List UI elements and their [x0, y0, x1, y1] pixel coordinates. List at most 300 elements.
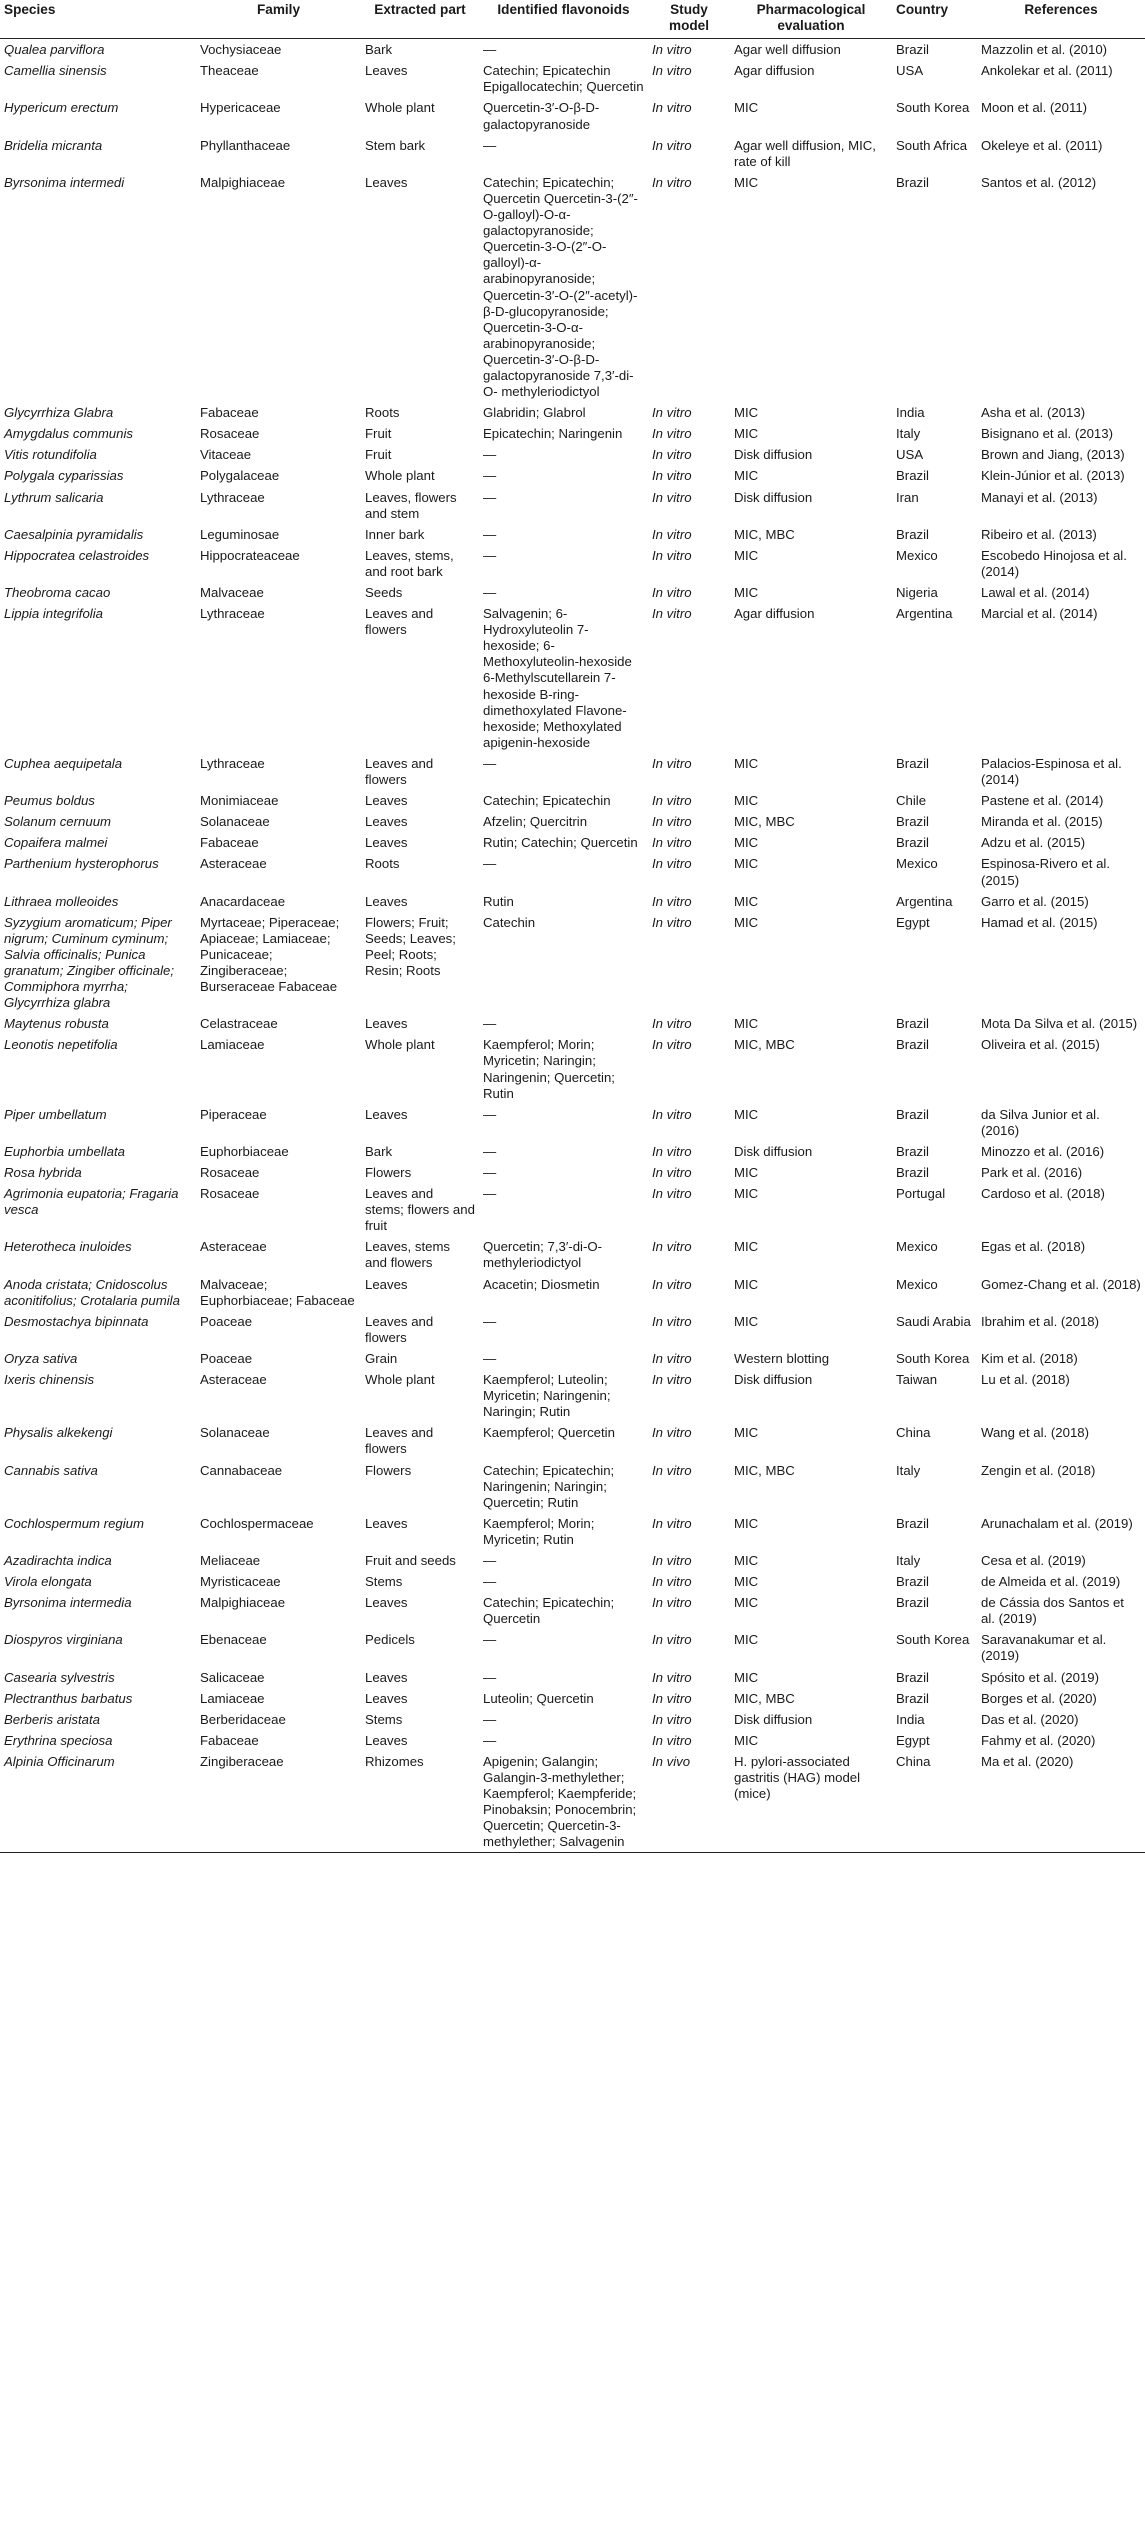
cell-reference: Ma et al. (2020)	[977, 1751, 1145, 1853]
cell-extracted-part: Roots	[365, 405, 400, 421]
cell-family: Lythraceae	[200, 755, 265, 771]
cell-species: Agrimonia eupatoria; Fragaria vesca	[4, 1186, 179, 1218]
table-row	[0, 853, 1145, 890]
cell-country: Chile	[896, 793, 927, 809]
cell-species: Byrsonima intermedi	[4, 174, 125, 190]
cell-evaluation: Disk diffusion	[734, 1372, 813, 1388]
cell-family: Salicaceae	[200, 1669, 265, 1685]
cell-reference: Ribeiro et al. (2013)	[981, 526, 1097, 542]
table-row	[0, 1162, 1145, 1183]
cell-evaluation: MIC, MBC	[734, 1690, 795, 1706]
cell-extracted-part: Bark	[365, 1143, 393, 1159]
cell-species: Maytenus robusta	[4, 1016, 109, 1032]
cell-study-model: In vitro	[652, 1350, 692, 1366]
cell-country: South Africa	[896, 137, 968, 153]
cell-family: Asteraceae	[200, 1239, 267, 1255]
cell-species: Piper umbellatum	[4, 1106, 107, 1122]
cell-reference: Hamad et al. (2015)	[981, 914, 1098, 930]
table-row	[0, 1629, 1145, 1666]
cell-country: Egypt	[896, 1732, 930, 1748]
cell-study-model: In vitro	[652, 1037, 692, 1053]
cell-evaluation: MIC	[734, 174, 759, 190]
cell-extracted-part: Stem bark	[365, 137, 426, 153]
table-row	[0, 135, 1145, 172]
cell-extracted-part: Whole plant	[365, 1372, 435, 1388]
cell-species: Peumus boldus	[4, 793, 95, 809]
cell-reference: Escobedo Hinojosa et al. (2014)	[981, 547, 1127, 579]
cell-family: Malvaceae; Euphorbiaceae; Fabaceae	[200, 1276, 355, 1308]
cell-species: Virola elongata	[4, 1574, 92, 1590]
cell-family: Polygalaceae	[200, 468, 280, 484]
table-row	[0, 790, 1145, 811]
cell-study-model: In vitro	[652, 100, 692, 116]
cell-study-model: In vitro	[652, 489, 692, 505]
table-row	[0, 545, 1145, 582]
table-row	[0, 402, 1145, 423]
cell-evaluation: MIC, MBC	[734, 526, 795, 542]
cell-extracted-part: Leaves	[365, 814, 408, 830]
cell-family: Anacardaceae	[200, 893, 286, 909]
table-row	[0, 1311, 1145, 1348]
cell-family: Meliaceae	[200, 1552, 261, 1568]
cell-family: Myristicaceae	[200, 1574, 281, 1590]
cell-reference: Cesa et al. (2019)	[981, 1552, 1086, 1568]
cell-reference: Zengin et al. (2018)	[981, 1462, 1096, 1478]
cell-flavonoids: Afzelin; Quercitrin	[483, 814, 588, 830]
cell-extracted-part: Fruit	[365, 447, 392, 463]
cell-family: Solanaceae	[200, 1425, 270, 1441]
cell-flavonoids: —	[483, 585, 497, 600]
cell-family: Poaceae	[200, 1350, 253, 1366]
cell-study-model: In vitro	[652, 1313, 692, 1329]
cell-family: Fabaceae	[200, 835, 259, 851]
cell-family: Malpighiaceae	[200, 1595, 286, 1611]
table-row	[0, 1513, 1145, 1550]
cell-reference: Das et al. (2020)	[981, 1711, 1079, 1727]
cell-country: Brazil	[896, 174, 929, 190]
table-row	[0, 1274, 1145, 1311]
header-country: Country	[892, 0, 977, 39]
cell-extracted-part: Stems	[365, 1574, 403, 1590]
cell-flavonoids: —	[483, 1165, 497, 1180]
cell-reference: Park et al. (2016)	[981, 1165, 1083, 1180]
cell-extracted-part: Leaves	[365, 1732, 408, 1748]
cell-country: Brazil	[896, 835, 929, 851]
header-family: Family	[196, 0, 361, 39]
cell-family: Ebenaceae	[200, 1632, 267, 1648]
cell-species: Vitis rotundifolia	[4, 447, 97, 463]
cell-flavonoids: —	[483, 526, 497, 542]
cell-extracted-part: Grain	[365, 1350, 398, 1366]
cell-extracted-part: Stems	[365, 1711, 403, 1727]
cell-flavonoids: —	[483, 1632, 497, 1648]
cell-flavonoids: —	[483, 1016, 497, 1032]
cell-evaluation: MIC	[734, 547, 759, 563]
cell-evaluation: MIC, MBC	[734, 1462, 795, 1478]
cell-evaluation: MIC	[734, 1669, 759, 1685]
cell-evaluation: Agar well diffusion	[734, 42, 841, 58]
cell-species: Cuphea aequipetala	[4, 755, 123, 771]
cell-species: Hypericum erectum	[4, 100, 119, 116]
cell-extracted-part: Leaves, stems, and root bark	[365, 547, 454, 579]
cell-extracted-part: Whole plant	[365, 468, 435, 484]
cell-family: Poaceae	[200, 1313, 253, 1329]
cell-country: Nigeria	[896, 585, 938, 600]
cell-family: Rosaceae	[200, 426, 260, 442]
cell-study-model: In vitro	[652, 1372, 692, 1388]
cell-evaluation: MIC	[734, 914, 759, 930]
cell-species: Theobroma cacao	[4, 585, 111, 600]
cell-species: Polygala cyparissias	[4, 468, 124, 484]
cell-species: Bridelia micranta	[4, 137, 103, 153]
cell-species: Lithraea molleoides	[4, 893, 119, 909]
cell-evaluation: MIC	[734, 1574, 759, 1590]
cell-reference: de Cássia dos Santos et al. (2019)	[981, 1595, 1124, 1627]
cell-country: Brazil	[896, 1106, 929, 1122]
cell-country: Mexico	[896, 856, 938, 872]
cell-country: Brazil	[896, 1595, 929, 1611]
cell-study-model: In vitro	[652, 1711, 692, 1727]
cell-reference: Mota Da Silva et al. (2015)	[981, 1016, 1138, 1032]
cell-reference: Kim et al. (2018)	[981, 1350, 1078, 1366]
table-row	[0, 423, 1145, 444]
table-row	[0, 1592, 1145, 1629]
cell-species: Byrsonima intermedia	[4, 1595, 132, 1611]
cell-extracted-part: Flowers; Fruit; Seeds; Leaves; Peel; Roots; Resin; Roots	[365, 914, 456, 978]
cell-species: Diospyros virginiana	[4, 1632, 123, 1648]
cell-reference: Santos et al. (2012)	[981, 174, 1097, 190]
cell-extracted-part: Seeds	[365, 585, 403, 600]
cell-reference: Saravanakumar et al. (2019)	[981, 1632, 1107, 1664]
cell-study-model: In vitro	[652, 1732, 692, 1748]
cell-species: Parthenium hysterophorus	[4, 856, 159, 872]
cell-reference: Egas et al. (2018)	[981, 1239, 1086, 1255]
cell-flavonoids: Kaempferol; Morin; Myricetin; Naringin; Naringenin; Quercetin; Rutin	[483, 1037, 615, 1101]
cell-evaluation: MIC	[734, 1632, 759, 1648]
cell-country: Brazil	[896, 755, 929, 771]
cell-family: Phyllanthaceae	[200, 137, 291, 153]
cell-species: Azadirachta indica	[4, 1552, 112, 1568]
cell-country: Brazil	[896, 1690, 929, 1706]
cell-study-model: In vitro	[652, 468, 692, 484]
table-row	[0, 172, 1145, 402]
cell-flavonoids: Kaempferol; Quercetin	[483, 1425, 615, 1441]
table-row	[0, 582, 1145, 603]
cell-extracted-part: Leaves and flowers	[365, 755, 434, 788]
cell-family: Malvaceae	[200, 585, 264, 600]
cell-study-model: In vitro	[652, 1106, 692, 1122]
cell-country: Mexico	[896, 547, 938, 563]
cell-flavonoids: Epicatechin; Naringenin	[483, 426, 623, 442]
cell-species: Berberis aristata	[4, 1711, 101, 1727]
cell-evaluation: MIC, MBC	[734, 814, 795, 830]
cell-flavonoids: Catechin; Epicatechin	[483, 793, 611, 809]
cell-evaluation: MIC	[734, 1186, 759, 1202]
cell-evaluation: MIC	[734, 1595, 759, 1611]
cell-study-model: In vitro	[652, 426, 692, 442]
cell-study-model: In vitro	[652, 1239, 692, 1255]
header-study-model: Study model	[648, 0, 730, 39]
cell-country: Italy	[896, 426, 921, 442]
cell-reference: Pastene et al. (2014)	[981, 793, 1104, 809]
table-row	[0, 891, 1145, 912]
table-row	[0, 1013, 1145, 1034]
cell-evaluation: Agar well diffusion, MIC, rate of kill	[734, 137, 876, 169]
cell-study-model: In vitro	[652, 1574, 692, 1590]
cell-country: Argentina	[896, 606, 953, 622]
cell-species: Desmostachya bipinnata	[4, 1313, 149, 1329]
cell-extracted-part: Leaves and flowers	[365, 606, 434, 638]
cell-flavonoids: —	[483, 1313, 497, 1329]
table-row	[0, 97, 1145, 134]
cell-country: Brazil	[896, 1515, 929, 1531]
header-pharmacological-evaluation: Pharmacological evaluation	[730, 0, 892, 39]
table-row	[0, 487, 1145, 524]
cell-country: Brazil	[896, 1037, 929, 1053]
cell-study-model: In vitro	[652, 835, 692, 851]
header-extracted-part: Extracted part	[361, 0, 479, 39]
cell-country: Mexico	[896, 1276, 938, 1292]
cell-evaluation: MIC	[734, 1732, 759, 1748]
cell-family: Euphorbiaceae	[200, 1143, 289, 1159]
cell-species: Cannabis sativa	[4, 1462, 98, 1478]
table-row	[0, 912, 1145, 1014]
cell-country: India	[896, 405, 925, 421]
cell-study-model: In vitro	[652, 1690, 692, 1706]
cell-evaluation: Disk diffusion	[734, 1143, 813, 1159]
cell-study-model: In vitro	[652, 42, 692, 58]
cell-study-model: In vitro	[652, 914, 692, 930]
table-row	[0, 1141, 1145, 1162]
cell-flavonoids: —	[483, 547, 497, 563]
cell-flavonoids: —	[483, 1350, 497, 1366]
cell-extracted-part: Leaves	[365, 793, 408, 809]
cell-family: Cannabaceae	[200, 1462, 283, 1478]
cell-extracted-part: Leaves, flowers and stem	[365, 489, 457, 521]
cell-extracted-part: Rhizomes	[361, 1751, 479, 1853]
cell-reference: Manayi et al. (2013)	[981, 489, 1098, 505]
cell-evaluation: MIC	[734, 793, 759, 809]
cell-evaluation: H. pylori-associated gastritis (HAG) model (mice)	[730, 1751, 892, 1853]
cell-study-model: In vitro	[652, 856, 692, 872]
cell-study-model: In vitro	[652, 1186, 692, 1202]
cell-study-model: In vitro	[652, 1632, 692, 1648]
cell-flavonoids: Catechin	[483, 914, 536, 930]
cell-study-model: In vitro	[652, 1669, 692, 1685]
cell-species: Leonotis nepetifolia	[4, 1037, 118, 1053]
cell-evaluation: MIC	[734, 856, 759, 872]
cell-extracted-part: Leaves, stems and flowers	[365, 1239, 451, 1271]
cell-country: Iran	[896, 489, 919, 505]
cell-study-model: In vitro	[652, 1552, 692, 1568]
cell-extracted-part: Bark	[365, 42, 393, 58]
cell-flavonoids: Rutin; Catechin; Quercetin	[483, 835, 638, 851]
cell-reference: Lawal et al. (2014)	[981, 585, 1090, 600]
cell-family: Lamiaceae	[200, 1690, 265, 1706]
cell-species: Erythrina speciosa	[4, 1732, 113, 1748]
cell-species: Anoda cristata; Cnidoscolus aconitifolius; Crotalaria pumila	[4, 1276, 180, 1308]
cell-country: Brazil	[896, 468, 929, 484]
cell-evaluation: Agar diffusion	[734, 606, 815, 622]
cell-evaluation: MIC	[734, 468, 759, 484]
cell-reference: Ibrahim et al. (2018)	[981, 1313, 1100, 1329]
cell-study-model: In vitro	[652, 174, 692, 190]
cell-flavonoids: Apigenin; Galangin; Galangin-3-methylether; Kaempferol; Kaempferide; Pinobaksin; Ponocembrin; Quercetin; Quercetin-3-methylether; Salvagenin	[479, 1751, 648, 1853]
cell-extracted-part: Leaves	[365, 1016, 408, 1032]
cell-family: Vitaceae	[200, 447, 252, 463]
cell-study-model: In vitro	[652, 447, 692, 463]
cell-extracted-part: Whole plant	[365, 1037, 435, 1053]
cell-study-model: In vitro	[652, 1515, 692, 1531]
cell-study-model: In vitro	[652, 585, 692, 600]
cell-reference: Palacios-Espinosa et al. (2014)	[981, 755, 1122, 788]
cell-family: Cochlospermaceae	[200, 1515, 314, 1531]
cell-species: Solanum cernuum	[4, 814, 112, 830]
cell-reference: Cardoso et al. (2018)	[981, 1186, 1105, 1202]
cell-study-model: In vitro	[652, 1595, 692, 1611]
cell-flavonoids: —	[483, 1106, 497, 1122]
cell-family: Myrtaceae; Piperaceae; Apiaceae; Lamiaceae; Punicaceae; Zingiberaceae; Burseraceae Fabaceae	[200, 914, 340, 995]
cell-evaluation: MIC	[734, 1016, 759, 1032]
cell-species: Oryza sativa	[4, 1350, 78, 1366]
cell-reference: Okeleye et al. (2011)	[981, 137, 1103, 153]
cell-country: China	[896, 1425, 931, 1441]
cell-flavonoids: Salvagenin; 6-Hydroxyluteolin 7-hexoside; 6-Methoxyluteolin-hexoside 6-Methylscutellarein 7-hexoside B-ring-dimethoxylated Flavone-hexoside; Methoxylated apigenin-hexoside	[483, 606, 632, 750]
cell-reference: Minozzo et al. (2016)	[981, 1143, 1105, 1159]
cell-evaluation: MIC	[734, 835, 759, 851]
cell-reference: Adzu et al. (2015)	[981, 835, 1086, 851]
cell-evaluation: MIC	[734, 405, 759, 421]
cell-study-model: In vitro	[652, 1165, 692, 1180]
cell-reference: Mazzolin et al. (2010)	[981, 42, 1108, 58]
cell-country: Italy	[896, 1462, 921, 1478]
cell-country: Brazil	[896, 1669, 929, 1685]
header-species: Species	[0, 0, 196, 39]
cell-evaluation: MIC	[734, 1552, 759, 1568]
cell-family: Solanaceae	[200, 814, 270, 830]
cell-reference: Fahmy et al. (2020)	[981, 1732, 1096, 1748]
header-references: References	[977, 0, 1145, 39]
cell-flavonoids: —	[483, 1186, 497, 1202]
cell-study-model: In vitro	[652, 1462, 692, 1478]
cell-reference: Ankolekar et al. (2011)	[981, 63, 1113, 79]
cell-family: Vochysiaceae	[200, 42, 282, 58]
cell-flavonoids: Rutin	[483, 893, 514, 909]
cell-extracted-part: Leaves and stems; flowers and fruit	[365, 1186, 475, 1234]
cell-flavonoids: Catechin; Epicatechin; Naringenin; Naringin; Quercetin; Rutin	[483, 1462, 615, 1510]
cell-family: Leguminosae	[200, 526, 280, 542]
cell-evaluation: MIC	[734, 585, 759, 600]
table-row	[0, 60, 1145, 97]
cell-flavonoids: Acacetin; Diosmetin	[483, 1276, 600, 1292]
cell-species: Euphorbia umbellata	[4, 1143, 125, 1159]
table-row	[0, 1460, 1145, 1513]
cell-species: Rosa hybrida	[4, 1165, 82, 1180]
cell-family: Fabaceae	[200, 405, 259, 421]
cell-family: Hippocrateaceae	[200, 547, 300, 563]
cell-country: South Korea	[896, 1350, 970, 1366]
cell-study-model: In vitro	[652, 547, 692, 563]
cell-species: Cochlospermum regium	[4, 1515, 144, 1531]
cell-extracted-part: Pedicels	[365, 1632, 415, 1648]
cell-extracted-part: Fruit	[365, 426, 392, 442]
cell-reference: Espinosa-Rivero et al. (2015)	[981, 856, 1111, 888]
cell-family: Zingiberaceae	[196, 1751, 361, 1853]
cell-extracted-part: Leaves	[365, 1106, 408, 1122]
cell-study-model: In vitro	[652, 526, 692, 542]
cell-country: China	[892, 1751, 977, 1853]
cell-study-model: In vitro	[652, 893, 692, 909]
cell-family: Rosaceae	[200, 1165, 260, 1180]
cell-country: Italy	[896, 1552, 921, 1568]
table-row	[0, 1183, 1145, 1236]
cell-evaluation: Western blotting	[734, 1350, 830, 1366]
cell-evaluation: MIC, MBC	[734, 1037, 795, 1053]
cell-evaluation: Disk diffusion	[734, 489, 813, 505]
cell-family: Rosaceae	[200, 1186, 260, 1202]
cell-evaluation: Disk diffusion	[734, 447, 813, 463]
cell-country: Brazil	[896, 1016, 929, 1032]
cell-reference: Oliveira et al. (2015)	[981, 1037, 1100, 1053]
cell-species: Alpinia Officinarum	[0, 1751, 196, 1853]
cell-species: Lippia integrifolia	[4, 606, 103, 622]
cell-study-model: In vitro	[652, 1143, 692, 1159]
cell-study-model: In vivo	[648, 1751, 730, 1853]
table-row	[0, 1550, 1145, 1571]
cell-species: Glycyrrhiza Glabra	[4, 405, 114, 421]
cell-reference: Wang et al. (2018)	[981, 1425, 1089, 1441]
cell-species: Ixeris chinensis	[4, 1372, 95, 1388]
table-row	[0, 1751, 1145, 1853]
table-header-row	[0, 0, 1145, 39]
cell-study-model: In vitro	[652, 814, 692, 830]
cell-extracted-part: Leaves	[365, 893, 408, 909]
table-row	[0, 1688, 1145, 1709]
cell-country: Brazil	[896, 1143, 929, 1159]
cell-extracted-part: Whole plant	[365, 100, 435, 116]
cell-study-model: In vitro	[652, 606, 692, 622]
table-row	[0, 832, 1145, 853]
cell-flavonoids: —	[483, 468, 497, 484]
cell-flavonoids: —	[483, 42, 497, 58]
cell-flavonoids: —	[483, 447, 497, 463]
cell-reference: Moon et al. (2011)	[981, 100, 1088, 116]
cell-species: Lythrum salicaria	[4, 489, 104, 505]
cell-family: Lamiaceae	[200, 1037, 265, 1053]
cell-flavonoids: Glabridin; Glabrol	[483, 405, 586, 421]
cell-evaluation: MIC	[734, 1515, 759, 1531]
cell-country: USA	[896, 63, 924, 79]
cell-family: Piperaceae	[200, 1106, 267, 1122]
cell-flavonoids: Kaempferol; Luteolin; Myricetin; Naringenin; Naringin; Rutin	[483, 1372, 611, 1420]
table-row	[0, 753, 1145, 790]
cell-family: Lythraceae	[200, 489, 265, 505]
cell-reference: Borges et al. (2020)	[981, 1690, 1097, 1706]
cell-reference: Arunachalam et al. (2019)	[981, 1515, 1133, 1531]
cell-extracted-part: Flowers	[365, 1165, 412, 1180]
table-row	[0, 1667, 1145, 1688]
cell-flavonoids: Kaempferol; Morin; Myricetin; Rutin	[483, 1515, 595, 1547]
cell-species: Hippocratea celastroides	[4, 547, 150, 563]
cell-reference: Marcial et al. (2014)	[981, 606, 1098, 622]
cell-species: Physalis alkekengi	[4, 1425, 113, 1441]
cell-extracted-part: Leaves and flowers	[365, 1425, 434, 1457]
cell-extracted-part: Leaves	[365, 1669, 408, 1685]
cell-country: Brazil	[896, 1574, 929, 1590]
cell-species: Plectranthus barbatus	[4, 1690, 133, 1706]
cell-evaluation: MIC	[734, 1425, 759, 1441]
cell-reference: de Almeida et al. (2019)	[981, 1574, 1121, 1590]
